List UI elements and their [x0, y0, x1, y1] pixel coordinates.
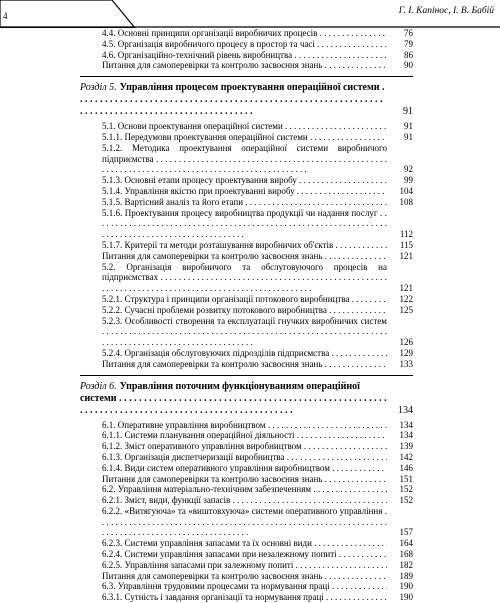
toc-entry-page: 190: [399, 581, 413, 592]
toc-entry-title: 6.3.1. Сутність і завдання організації та нормування праці . . .: [102, 592, 387, 603]
toc-entry-page: 164: [399, 538, 413, 549]
toc-entry-page: 108: [399, 196, 413, 207]
toc-entry-page: 104: [399, 185, 413, 196]
toc-entry-page: 182: [399, 559, 413, 570]
toc-entry[interactable]: [102, 463, 413, 474]
chapter-title: Управління поточним функціонуванням операційної системи: [80, 380, 360, 404]
toc-entry-title: 5.1.2. Методика проектування операційної системи виробничого підприємства . . .: [102, 143, 387, 175]
toc-entry-title: 5.1.4. Управління якістю при проектуванні виробу . . .: [102, 186, 387, 197]
toc-entry-page: 91: [404, 121, 413, 132]
toc-entry-title: 6.1.3. Організація диспетчеризації виробництва . . .: [102, 452, 387, 463]
authors: Г. І. Капінос, І. В. Бабій: [398, 6, 494, 16]
toc-entry-title: 5.1. Основи проектування операційної системи . . .: [102, 121, 387, 132]
toc-entry[interactable]: [102, 581, 413, 592]
toc-entry[interactable]: [102, 50, 413, 61]
toc-entry[interactable]: [102, 121, 413, 132]
toc-entry[interactable]: [102, 571, 413, 582]
toc-entry-title: 6.1. Оперативне управління виробництвом . . .: [102, 420, 387, 431]
chapter-5-heading[interactable]: [80, 82, 413, 118]
toc-entry-page: 157: [399, 527, 413, 538]
toc-entry[interactable]: [102, 175, 413, 186]
toc-entry[interactable]: [102, 441, 413, 452]
toc-entry-title: 6.1.2. Зміст оперативного управління виробництвом . . .: [102, 441, 387, 452]
toc-entry-page: 92: [404, 164, 413, 175]
toc-entry-title: 5.1.1. Передумови проектування операційної системи . . .: [102, 132, 387, 143]
toc-entry[interactable]: [102, 495, 413, 506]
toc-entry-title: Питання для самоперевірки та контролю засвоєння знань . . .: [102, 251, 387, 262]
toc-entry-page: 168: [399, 549, 413, 560]
toc-entry-title: 4.5. Організація виробничого процесу в простор та часі . . .: [102, 39, 387, 50]
toc-entry-page: 189: [399, 570, 413, 581]
toc-entry-title: 6.2. Управління матеріально-технічним забезпеченням . . .: [102, 484, 387, 495]
toc-entry-page: 146: [399, 462, 413, 473]
divider: [80, 76, 413, 77]
toc-entry[interactable]: [102, 240, 413, 251]
toc-entry-title: 6.2.5. Управління запасами при залежному попиті . . .: [102, 560, 387, 571]
toc-entry-page: 152: [399, 495, 413, 506]
toc-entry-page: 79: [404, 38, 413, 49]
toc-entry[interactable]: [102, 197, 413, 208]
toc-entry[interactable]: [102, 452, 413, 463]
toc-entry-page: 125: [399, 304, 413, 315]
toc-entry-page: 139: [399, 441, 413, 452]
toc-entry[interactable]: [102, 186, 413, 197]
chapter-prefix: Розділ 5.: [80, 82, 117, 94]
chapter-page: 91: [403, 106, 413, 118]
toc-entry-title: 5.2.2. Сучасні проблеми розвитку потокового виробництва . . .: [102, 305, 387, 316]
toc-entry-page: 134: [399, 419, 413, 430]
toc-entry[interactable]: [102, 28, 413, 39]
toc-entry[interactable]: [102, 420, 413, 431]
toc-entry[interactable]: [102, 305, 413, 316]
toc-entry-page: 90: [404, 60, 413, 71]
toc-entry-title: 6.1.4. Види систем оперативного управління виробництвом . . .: [102, 463, 387, 474]
toc-entry-title: 6.2.1. Зміст, види, функції запасів . . .: [102, 495, 387, 506]
toc-entry-title: 5.2.1. Структура і принципи організації потокового виробництва . . .: [102, 294, 387, 305]
toc-entry-page: 112: [399, 229, 413, 240]
toc-entry-title: Питання для самоперевірки та контролю засвоєння знань . . .: [102, 474, 387, 485]
toc-entry-title: 5.1.3. Основні етапи процесу проектування виробу . . .: [102, 175, 387, 186]
toc-entry[interactable]: [102, 430, 413, 441]
toc-entry-title: Питання для самоперевірки та контролю засвоєння знань . . .: [102, 359, 387, 370]
toc-entry-title: 5.2.4. Організація обслуговуючих підрозділів підприємства . . .: [102, 348, 387, 359]
toc-entry[interactable]: [102, 316, 413, 348]
toc-entry-title: Питання для самоперевірки та контролю засвоєння знань . . .: [102, 60, 387, 71]
toc-entry[interactable]: [102, 538, 413, 549]
toc-section-5: [102, 121, 413, 369]
toc-entry[interactable]: [102, 60, 413, 71]
toc-entry-title: 6.2.4. Системи управління запасами при незалежному попиті . . .: [102, 549, 387, 560]
toc-entry-title: 4.6. Організаційно-технічний рівень виробництва . . .: [102, 50, 387, 61]
running-header: [0, 0, 500, 28]
toc-entry-title: 5.2. Організація виробничого та обслуговуючого процесів на підприємствах . . .: [102, 262, 387, 294]
toc-entry-page: 121: [399, 250, 413, 261]
chapter-title: Управління процесом проектування операційної системи: [119, 82, 380, 94]
toc-entry[interactable]: [102, 560, 413, 571]
toc-entry[interactable]: [102, 549, 413, 560]
toc-entry[interactable]: [102, 474, 413, 485]
toc-entry[interactable]: [102, 348, 413, 359]
toc-entry[interactable]: [102, 484, 413, 495]
toc-entry-title: 6.3. Управління трудовими процесами та нормування праці . . .: [102, 581, 387, 592]
divider: [80, 375, 413, 376]
toc-entry-page: 115: [399, 239, 413, 250]
toc-entry-title: 6.1.1. Системи планування операційної діяльності . . .: [102, 430, 387, 441]
toc-entry-title: 5.1.5. Вартісний аналіз та його етапи . . .: [102, 197, 387, 208]
toc-entry[interactable]: [102, 143, 413, 175]
toc-section-4: [102, 28, 413, 71]
toc-entry-page: 151: [399, 473, 413, 484]
toc-entry-page: 134: [399, 430, 413, 441]
toc-section-6: [102, 420, 413, 603]
toc-entry[interactable]: [102, 506, 413, 538]
toc-entry-title: 6.2.3. Системи управління запасами та їх основні види . . .: [102, 538, 387, 549]
toc-entry-page: 133: [399, 358, 413, 369]
toc-entry-page: 76: [404, 28, 413, 38]
table-of-contents: [80, 28, 413, 603]
page-number: 4: [3, 11, 8, 21]
chapter-6-heading[interactable]: [80, 381, 413, 417]
toc-entry-page: 129: [399, 347, 413, 358]
toc-entry-page: 142: [399, 451, 413, 462]
toc-entry-page: 126: [399, 337, 413, 348]
toc-entry[interactable]: [102, 251, 413, 262]
toc-entry-page: 152: [399, 484, 413, 495]
toc-entry[interactable]: [102, 294, 413, 305]
toc-entry[interactable]: [102, 592, 413, 603]
toc-entry-page: 86: [404, 49, 413, 60]
toc-entry-title: 5.1.6. Проектування процесу виробництва продукції чи надання послуг . . .: [102, 208, 387, 240]
toc-entry-page: 122: [399, 293, 413, 304]
chapter-prefix: Розділ 6.: [80, 380, 117, 392]
toc-entry-title: 5.2.3. Особливості створення та експлуатації гнучких виробничих систем . . .: [102, 316, 387, 348]
toc-entry-title: 6.2.2. «Витягуюча» та «виштовхуюча» системи оперативного управління . . .: [102, 506, 387, 538]
toc-entry[interactable]: [102, 262, 413, 294]
toc-entry-page: 91: [404, 131, 413, 142]
toc-entry-page: 190: [399, 592, 413, 603]
chapter-page: 134: [398, 404, 413, 416]
toc-entry[interactable]: [102, 39, 413, 50]
toc-entry[interactable]: [102, 208, 413, 240]
toc-entry[interactable]: [102, 132, 413, 143]
toc-entry-page: 99: [404, 175, 413, 186]
toc-entry-title: 4.4. Основні принципи організації виробничих процесів . . .: [102, 28, 387, 39]
toc-entry-title: 5.1.7. Критерії та методи розташування виробничих об'єктів . . .: [102, 240, 387, 251]
toc-entry-page: 121: [399, 283, 413, 294]
toc-entry[interactable]: [102, 359, 413, 370]
toc-entry-title: Питання для самоперевірки та контролю засвоєння знань . . .: [102, 571, 387, 582]
